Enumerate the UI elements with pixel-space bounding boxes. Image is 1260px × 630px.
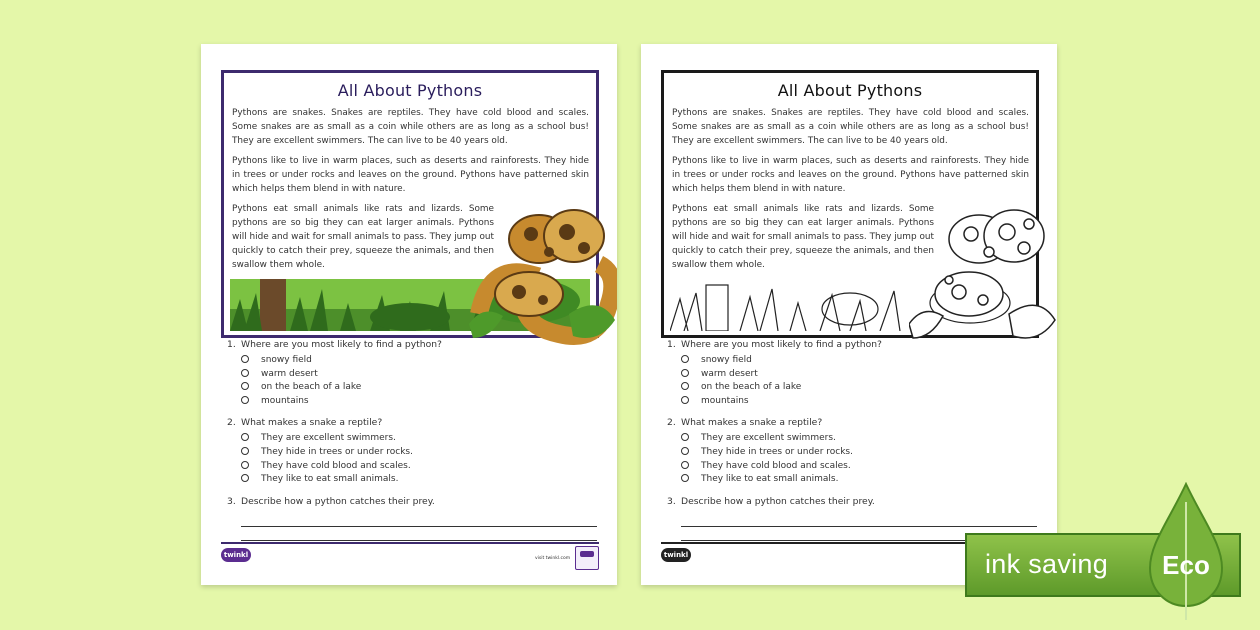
option[interactable]: snowy field [681, 354, 1037, 368]
question-1: 1. Where are you most likely to find a python? [667, 339, 882, 350]
worksheet-title: All About Pythons [777, 81, 923, 100]
question-2: 2. What makes a snake a reptile? [227, 417, 383, 429]
radio-circle-icon[interactable] [241, 396, 249, 404]
radio-circle-icon[interactable] [241, 474, 249, 482]
option[interactable]: warm desert [241, 368, 597, 382]
radio-circle-icon[interactable] [241, 382, 249, 390]
paragraph-3: Pythons eat small animals like rats and lizards. Some pythons are so big they can eat larger animals. Pythons will hide and wait for small animals to pass. They jump out quickly to catch their prey, squeeze the animals, and then swallow them whole. [232, 204, 494, 270]
radio-circle-icon[interactable] [241, 461, 249, 469]
worksheet-ink-saving [641, 44, 1057, 585]
option[interactable]: They have cold blood and scales. [241, 460, 597, 474]
answer-line[interactable] [241, 526, 597, 527]
option[interactable]: mountains [241, 395, 597, 409]
option[interactable]: They hide in trees or under rocks. [241, 446, 597, 460]
option[interactable]: warm desert [681, 368, 1037, 382]
visit-link[interactable]: visit twinkl.com [535, 556, 571, 561]
radio-circle-icon[interactable] [241, 355, 249, 363]
paragraph-2: Pythons like to live in warm places, such as deserts and rainforests. They hide in trees or under rocks and leaves on the ground. Pythons have patterned skin which helps them blend in with nature. [672, 156, 1029, 194]
radio-circle-icon[interactable] [681, 369, 689, 377]
option[interactable]: They like to eat small animals. [681, 473, 1037, 487]
question-1: 1. Where are you most likely to find a python? [227, 339, 442, 350]
paragraph-1: Pythons are snakes. Snakes are reptiles. They have cold blood and scales. Some snakes are as small as a coin while others are as long as a school bus! They are excellent swimmers. The can live to be 40 years old. [672, 108, 1029, 146]
question-2: 2. What makes a snake a reptile? [667, 417, 823, 429]
questions-section [667, 339, 1037, 554]
radio-circle-icon[interactable] [681, 382, 689, 390]
badge-icon [575, 546, 599, 570]
option[interactable]: snowy field [241, 354, 597, 368]
radio-circle-icon[interactable] [241, 447, 249, 455]
paragraph-2: Pythons like to live in warm places, such as deserts and rainforests. They hide in trees or under rocks and leaves on the ground. Pythons have patterned skin which helps them blend in with nature. [232, 156, 589, 194]
radio-circle-icon[interactable] [681, 474, 689, 482]
paragraph-1: Pythons are snakes. Snakes are reptiles. They have cold blood and scales. Some snakes are as small as a coin while others are as long as a school bus! They are excellent swimmers. The can live to be 40 years old. [232, 108, 589, 146]
radio-circle-icon[interactable] [681, 447, 689, 455]
twinkl-logo: twinkl [221, 548, 251, 562]
radio-circle-icon[interactable] [681, 433, 689, 441]
paragraph-3: Pythons eat small animals like rats and lizards. Some pythons are so big they can eat larger animals. Pythons will hide and wait for small animals to pass. They jump out quickly to catch their prey, squeeze the animals, and then swallow them whole. [672, 204, 934, 270]
question-1-options [227, 354, 597, 408]
eco-label: Eco [1162, 550, 1210, 580]
footer-rule [221, 542, 599, 544]
answer-line[interactable] [681, 526, 1037, 527]
option[interactable]: They have cold blood and scales. [681, 460, 1037, 474]
option[interactable]: They are excellent swimmers. [241, 432, 597, 446]
worksheet-color [201, 44, 617, 585]
question-1-options [667, 354, 1037, 408]
question-2-options [667, 432, 1037, 486]
radio-circle-icon[interactable] [681, 396, 689, 404]
radio-circle-icon[interactable] [241, 369, 249, 377]
question-3: 3. Describe how a python catches their prey. [227, 495, 435, 507]
option[interactable]: They are excellent swimmers. [681, 432, 1037, 446]
eco-leaf-icon [1146, 482, 1226, 622]
ink-saving-label: ink saving [985, 549, 1109, 579]
option[interactable]: They hide in trees or under rocks. [681, 446, 1037, 460]
python-outline-illustration [909, 204, 1057, 350]
option[interactable]: They like to eat small animals. [241, 473, 597, 487]
answer-line[interactable] [241, 540, 597, 541]
twinkl-logo: twinkl [661, 548, 691, 562]
questions-section [227, 339, 597, 554]
radio-circle-icon[interactable] [681, 355, 689, 363]
radio-circle-icon[interactable] [681, 461, 689, 469]
option[interactable]: mountains [681, 395, 1037, 409]
radio-circle-icon[interactable] [241, 433, 249, 441]
question-2-options [227, 432, 597, 486]
worksheet-title: All About Pythons [337, 81, 483, 100]
question-3: 3. Describe how a python catches their prey. [667, 495, 875, 507]
option[interactable]: on the beach of a lake [681, 381, 1037, 395]
python-illustration [469, 204, 617, 350]
option[interactable]: on the beach of a lake [241, 381, 597, 395]
